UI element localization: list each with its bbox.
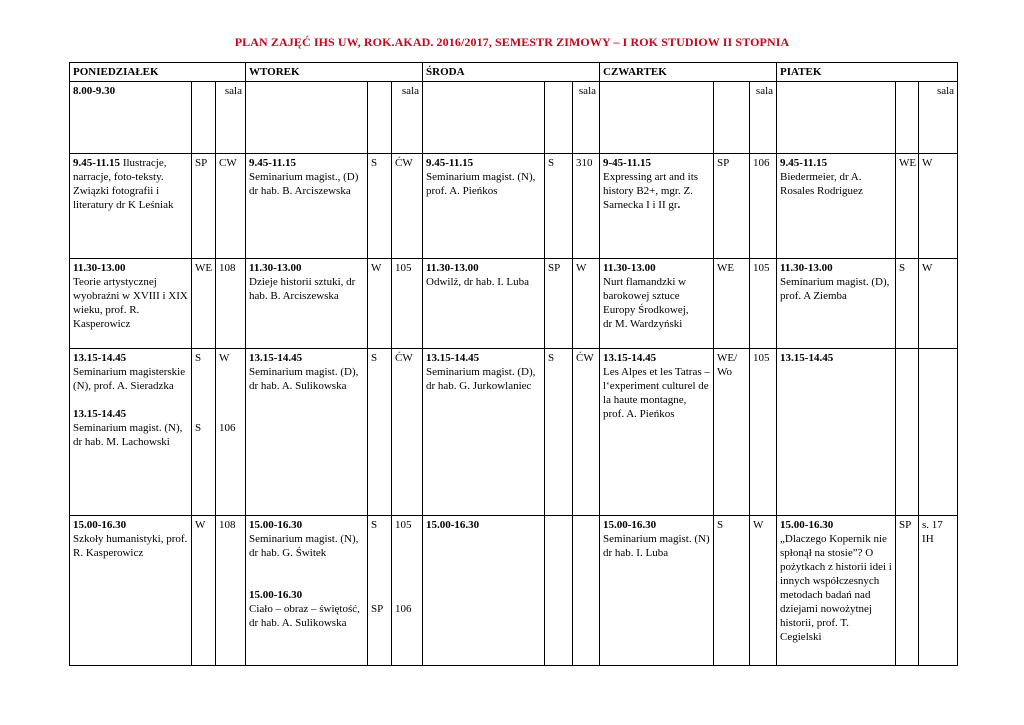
room-cell xyxy=(919,82,958,154)
class-type-cell xyxy=(896,82,919,154)
class-type-cell xyxy=(368,516,392,666)
class-type-cell xyxy=(368,259,392,349)
room: 105 xyxy=(753,352,770,364)
class-type-second: SP xyxy=(371,603,384,615)
class-description: Seminarium magist., (D) xyxy=(249,171,359,183)
class-time: 9-45-11.15 xyxy=(603,157,651,169)
class-description: Ilustracje, narracje, foto-teksty. Związki fotografii i literatury dr K Leśniak xyxy=(73,157,174,211)
class-cell-monday xyxy=(70,349,192,516)
class-description: Seminarium magist. (D), xyxy=(780,276,890,288)
class-time: 11.30-13.00 xyxy=(249,262,302,274)
room: W xyxy=(922,262,933,274)
class-type-cell xyxy=(368,349,392,516)
class-time: 9.45-11.15 xyxy=(426,157,474,169)
room: ĆW xyxy=(395,352,413,364)
class-cell-wednesday xyxy=(423,82,545,154)
class-cell-tuesday xyxy=(246,154,368,259)
spacer xyxy=(249,574,364,588)
class-description: Seminarium magisterskie (N), prof. A. Sieradzka xyxy=(73,366,186,392)
class-type-cell xyxy=(192,349,216,516)
class-time: 15.00-16.30 xyxy=(73,519,127,531)
room-cell xyxy=(750,154,777,259)
room-cell xyxy=(919,349,958,516)
room-second: 106 xyxy=(395,603,412,615)
class-description: Seminarium magist. (N), dr hab. M. Lachowski xyxy=(73,422,183,448)
room-cell xyxy=(750,349,777,516)
room-cell xyxy=(573,154,600,259)
room-cell xyxy=(573,259,600,349)
class-type-cell xyxy=(545,259,573,349)
day-header-row xyxy=(70,63,958,82)
class-type: WE xyxy=(717,262,735,274)
class-type-cell xyxy=(192,259,216,349)
class-type: SP xyxy=(717,157,730,169)
class-description: Seminarium magist. (N), xyxy=(249,533,359,545)
room-cell xyxy=(216,349,246,516)
room: CW xyxy=(219,157,237,169)
room-cell xyxy=(392,259,423,349)
class-description: Expressing art and its history B2+, mgr. Z. Sarnecka I i II gr xyxy=(603,171,699,211)
class-time: 15.00-16.30 xyxy=(603,519,657,531)
class-type: S xyxy=(195,352,202,364)
room-cell xyxy=(573,516,600,666)
class-time: 11.30-13.00 xyxy=(426,262,479,274)
class-cell-thursday xyxy=(600,349,714,516)
page-title: PLAN ZAJĘĆ IHS UW, ROK.AKAD. 2016/2017, SEMESTR ZIMOWY – I ROK STUDIOW II STOPNIA xyxy=(234,35,790,49)
room-cell xyxy=(392,82,423,154)
class-cell-monday xyxy=(70,82,192,154)
class-time: 15.00-16.30 xyxy=(426,519,480,531)
class-type-cell xyxy=(896,516,919,666)
class-cell-friday xyxy=(777,516,896,666)
class-description: Seminarium magist. (D), dr hab. G. Jurkowlaniec xyxy=(426,366,536,392)
class-cell-tuesday xyxy=(246,259,368,349)
schedule-row xyxy=(70,82,958,154)
day-header-wednesday: ŚRODA xyxy=(423,63,600,82)
room: W xyxy=(576,262,587,274)
class-type-cell xyxy=(714,516,750,666)
class-type-cell xyxy=(714,259,750,349)
class-type: WE xyxy=(899,157,917,169)
class-type-cell xyxy=(896,349,919,516)
class-type-cell xyxy=(545,82,573,154)
schedule-row xyxy=(70,259,958,349)
class-type: S xyxy=(899,262,906,274)
schedule-row xyxy=(70,516,958,666)
class-description: Seminarium magist. (N), prof. A. Pieńkos xyxy=(426,171,536,197)
class-cell-tuesday xyxy=(246,516,368,666)
class-time: 8.00-9.30 xyxy=(73,85,116,97)
room-cell xyxy=(919,516,958,666)
class-description: „Dlaczego Kopernik nie spłonął na stosie”? O pożytkach z historii idei i innych współczesnych metodach badań nad dziejami nowożytnej historii, prof. T. Cegielski xyxy=(780,533,892,643)
day-header-tuesday: WTOREK xyxy=(246,63,423,82)
class-time: 9.45-11.15 xyxy=(249,157,297,169)
room-cell xyxy=(216,259,246,349)
class-description: Szkoły humanistyki, prof. R. Kasperowicz xyxy=(73,533,188,559)
room: 105 xyxy=(395,262,412,274)
class-type: S xyxy=(717,519,724,531)
room-cell xyxy=(392,154,423,259)
room-cell xyxy=(216,154,246,259)
room-cell xyxy=(573,82,600,154)
spacer xyxy=(73,393,188,407)
room: sala xyxy=(755,85,774,97)
class-description: Biedermeier, dr A. Rosales Rodriguez xyxy=(780,171,863,197)
class-cell-monday xyxy=(70,154,192,259)
class-description: dr hab. G. Świtek xyxy=(249,547,327,559)
room-second: 106 xyxy=(219,422,236,434)
class-type: WE xyxy=(195,262,213,274)
class-cell-thursday xyxy=(600,154,714,259)
room-cell xyxy=(216,516,246,666)
class-time: 15.00-16.30 xyxy=(780,519,834,531)
class-description: Seminarium magist. (D), dr hab. A. Sulikowska xyxy=(249,366,359,392)
class-cell-wednesday xyxy=(423,516,545,666)
class-time: 11.30-13.00 xyxy=(73,262,126,274)
room: sala xyxy=(224,85,242,97)
class-cell-wednesday xyxy=(423,259,545,349)
schedule-row xyxy=(70,154,958,259)
day-header-monday: PONIEDZIAŁEK xyxy=(70,63,246,82)
class-description: prof. A Ziemba xyxy=(780,290,847,302)
class-type: SP xyxy=(195,157,208,169)
room: W xyxy=(219,352,230,364)
class-cell-wednesday xyxy=(423,349,545,516)
class-description: Seminarium magist. (N) dr hab. I. Luba xyxy=(603,533,710,559)
class-type-cell xyxy=(714,154,750,259)
spacer xyxy=(249,560,364,574)
class-cell-friday xyxy=(777,259,896,349)
room: 108 xyxy=(219,262,236,274)
class-description: Les Alpes et les Tatras – l‘experiment culturel de la haute montagne, prof. A. Pieńkos xyxy=(603,366,710,420)
class-description: Ciało – obraz – świętość, dr hab. A. Sulikowska xyxy=(249,603,360,629)
class-type: W xyxy=(195,519,206,531)
class-type-cell xyxy=(714,82,750,154)
class-type: S xyxy=(548,157,555,169)
room: W xyxy=(753,519,764,531)
class-cell-thursday xyxy=(600,82,714,154)
class-cell-friday xyxy=(777,154,896,259)
class-type-cell xyxy=(545,349,573,516)
class-time: 13.15-14.45 xyxy=(426,352,480,364)
class-cell-tuesday xyxy=(246,82,368,154)
class-type: W xyxy=(371,262,382,274)
class-type: WE/ Wo xyxy=(717,352,738,378)
room-cell xyxy=(392,516,423,666)
class-time: 11.30-13.00 xyxy=(603,262,656,274)
room: sala xyxy=(936,85,955,97)
room: ĆW xyxy=(395,157,413,169)
class-time: 11.30-13.00 xyxy=(780,262,833,274)
class-cell-monday xyxy=(70,516,192,666)
class-cell-friday xyxy=(777,82,896,154)
class-description: Nurt flamandzki w barokowej sztuce Europy Środkowej, xyxy=(603,276,689,316)
class-time: 13.15-14.45 xyxy=(249,352,303,364)
class-description: dr M. Wardzyński xyxy=(603,318,683,330)
class-time: . xyxy=(677,199,681,211)
class-type-cell xyxy=(714,349,750,516)
room: s. 17 IH xyxy=(922,519,943,545)
room-cell xyxy=(750,516,777,666)
class-time: 13.15-14.45 xyxy=(780,352,834,364)
class-type: S xyxy=(371,352,378,364)
class-type: S xyxy=(548,352,555,364)
room: W xyxy=(922,157,933,169)
class-description: Teorie artystycznej wyobraźni w XVIII i XIX wieku, prof. R. Kasperowicz xyxy=(73,276,188,330)
class-type: SP xyxy=(899,519,912,531)
class-time: 15.00-16.30 xyxy=(249,519,303,531)
schedule-table xyxy=(69,62,958,666)
class-type-cell xyxy=(192,82,216,154)
room: 310 xyxy=(576,157,593,169)
room: sala xyxy=(401,85,420,97)
room: 105 xyxy=(395,519,412,531)
room-cell xyxy=(750,82,777,154)
class-type: S xyxy=(371,157,378,169)
class-type-second: S xyxy=(195,422,202,434)
class-time: 9.45-11.15 xyxy=(780,157,828,169)
class-description: dr hab. B. Arciszewska xyxy=(249,185,351,197)
room: sala xyxy=(578,85,597,97)
day-header-thursday: CZWARTEK xyxy=(600,63,777,82)
class-cell-wednesday xyxy=(423,154,545,259)
class-cell-thursday xyxy=(600,516,714,666)
class-type-cell xyxy=(896,259,919,349)
class-type-cell xyxy=(545,154,573,259)
class-time: 9.45-11.15 xyxy=(73,157,121,169)
schedule-row xyxy=(70,349,958,516)
class-cell-monday xyxy=(70,259,192,349)
class-type-cell xyxy=(368,82,392,154)
class-cell-friday xyxy=(777,349,896,516)
class-type: SP xyxy=(548,262,561,274)
class-type-cell xyxy=(896,154,919,259)
room: 108 xyxy=(219,519,236,531)
room: 106 xyxy=(753,157,770,169)
room-cell xyxy=(750,259,777,349)
room-cell xyxy=(573,349,600,516)
class-type-cell xyxy=(545,516,573,666)
room-cell xyxy=(216,82,246,154)
class-type-cell xyxy=(192,154,216,259)
room: ĆW xyxy=(576,352,594,364)
class-type: S xyxy=(371,519,378,531)
room: 105 xyxy=(753,262,770,274)
room-cell xyxy=(919,259,958,349)
class-time: 13.15-14.45 xyxy=(73,408,127,420)
class-description: Odwilż, dr hab. I. Luba xyxy=(426,276,529,288)
class-time: 13.15-14.45 xyxy=(73,352,127,364)
class-time: 15.00-16.30 xyxy=(249,589,303,601)
class-type-cell xyxy=(368,154,392,259)
class-type-cell xyxy=(192,516,216,666)
class-description: Dzieje historii sztuki, dr hab. B. Arciszewska xyxy=(249,276,356,302)
class-cell-thursday xyxy=(600,259,714,349)
room-cell xyxy=(919,154,958,259)
class-cell-tuesday xyxy=(246,349,368,516)
class-time: 13.15-14.45 xyxy=(603,352,657,364)
day-header-friday: PIATEK xyxy=(777,63,958,82)
room-cell xyxy=(392,349,423,516)
